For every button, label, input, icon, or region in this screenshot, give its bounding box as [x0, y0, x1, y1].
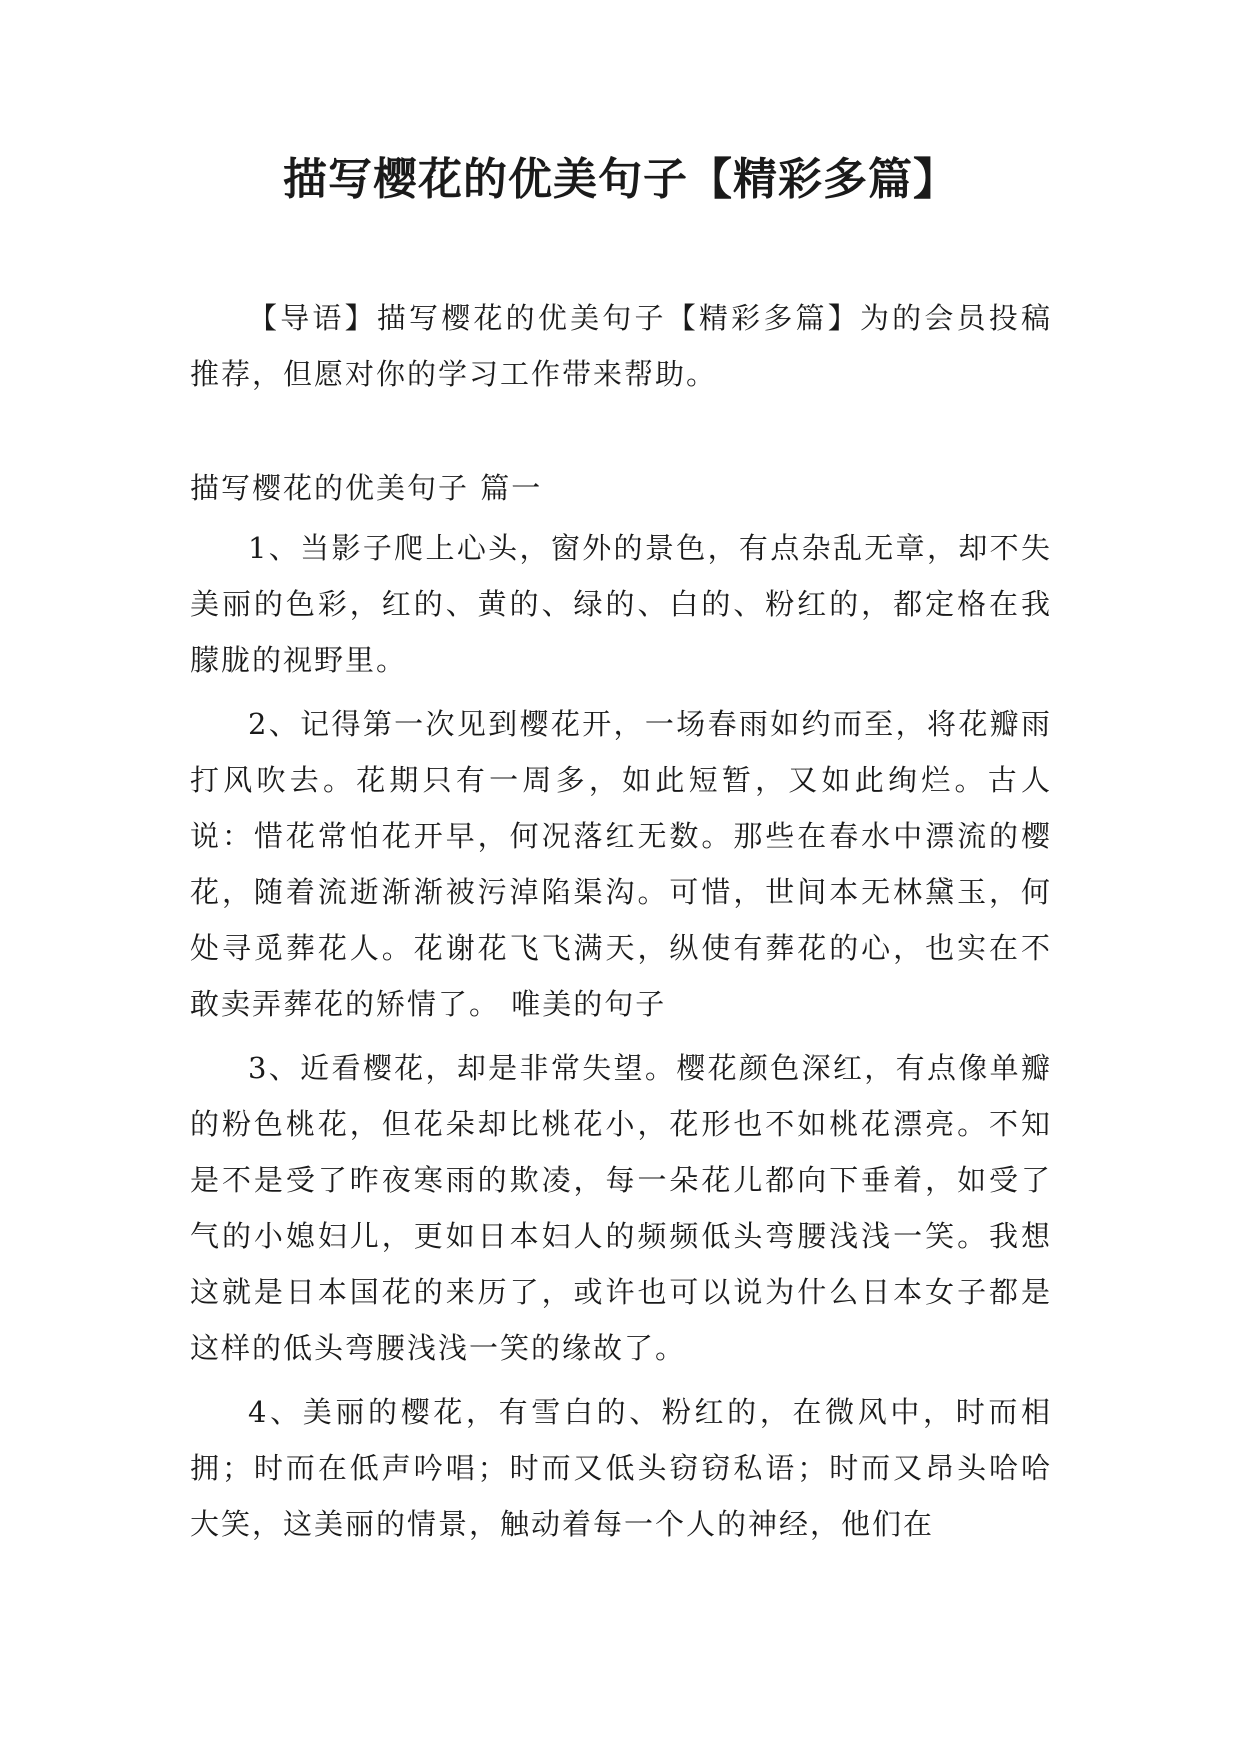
list-item: 2、记得第一次见到樱花开，一场春雨如约而至，将花瓣雨打风吹去。花期只有一周多，如此短暂，又如此绚烂。古人说：惜花常怕花开早，何况落红无数。那些在春水中漂流的樱花，随着流逝渐渐被污淖陷渠沟。可惜，世间本无林黛玉，何处寻觅葬花人。花谢花飞飞满天，纵使有葬花的心，也实在不敢卖弄葬花的矫情了。 唯美的句子 [190, 707, 1052, 1021]
intro-paragraph: 【导语】描写樱花的优美句子【精彩多篇】为的会员投稿推荐，但愿对你的学习工作带来帮助。 [190, 301, 1052, 391]
section-heading: 描写樱花的优美句子 篇一 [190, 471, 543, 505]
sentence-list [190, 520, 1052, 1560]
list-item: 4、美丽的樱花，有雪白的、粉红的，在微风中，时而相拥；时而在低声吟唱；时而又低头窃窃私语；时而又昂头哈哈大笑，这美丽的情景，触动着每一个人的神经，他们在 [190, 1395, 1052, 1541]
list-item: 3、近看樱花，却是非常失望。樱花颜色深红，有点像单瓣的粉色桃花，但花朵却比桃花小，花形也不如桃花漂亮。不知是不是受了昨夜寒雨的欺凌，每一朵花儿都向下垂着，如受了气的小媳妇儿，更如日本妇人的频频低头弯腰浅浅一笑。我想这就是日本国花的来历了，或许也可以说为什么日本女子都是这样的低头弯腰浅浅一笑的缘故了。 [190, 1051, 1052, 1365]
page-title: 描写樱花的优美句子【精彩多篇】 [283, 154, 958, 205]
list-item: 1、当影子爬上心头，窗外的景色，有点杂乱无章，却不失美丽的色彩，红的、黄的、绿的、白的、粉红的，都定格在我朦胧的视野里。 [190, 531, 1052, 677]
